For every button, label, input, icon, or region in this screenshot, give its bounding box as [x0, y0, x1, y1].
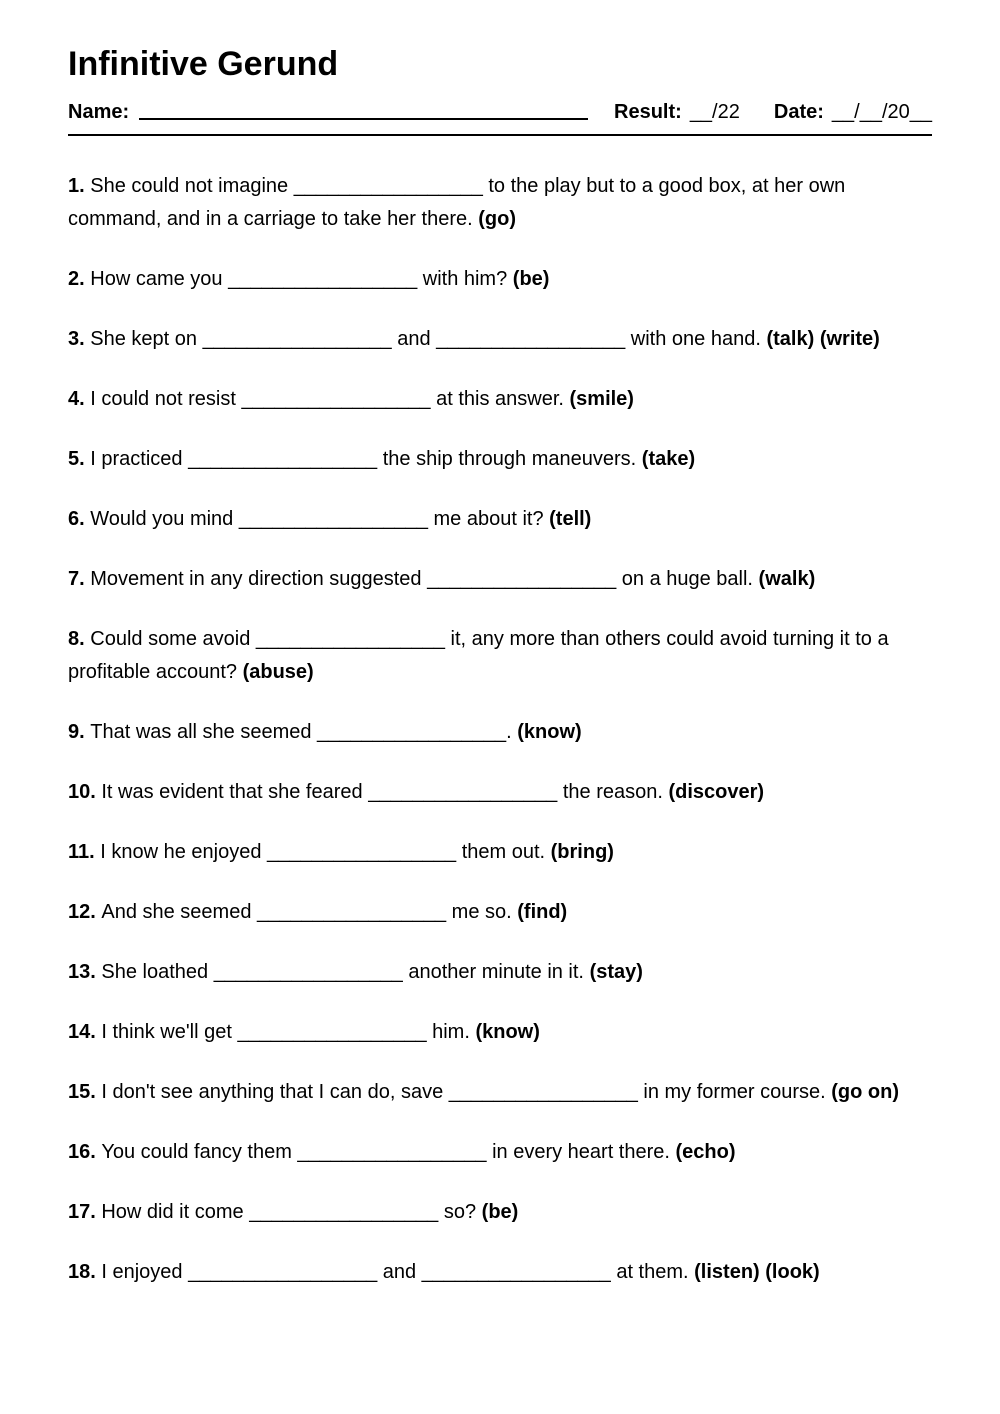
verb-hint: (smile): [569, 387, 634, 410]
verb-hint: (be): [512, 267, 550, 290]
exercise-item: [68, 896, 932, 929]
exercise-text: in my former course.: [637, 1080, 832, 1103]
answer-blank: _________________: [293, 174, 483, 197]
exercise-item: [68, 383, 932, 416]
name-label: Name:: [68, 100, 130, 123]
verb-hint: (walk): [758, 567, 816, 590]
answer-blank: _________________: [368, 780, 558, 803]
answer-blank: _________________: [317, 720, 507, 743]
exercise-number: 6.: [68, 507, 91, 530]
exercise-text: I think we'll get: [101, 1020, 238, 1043]
exercise-text: Would you mind: [90, 507, 239, 530]
exercise-item: [68, 170, 932, 236]
exercise-text: She kept on: [90, 327, 203, 350]
exercise-text: it, any more than others could avoid turning it to a profitable account?: [68, 627, 889, 683]
verb-hint: (go): [478, 207, 516, 230]
date-value: __/__/20__: [831, 100, 932, 123]
page-title: Infinitive Gerund: [68, 45, 339, 83]
answer-blank: _________________: [257, 900, 447, 923]
exercise-item: [68, 263, 932, 296]
answer-blank: _________________: [297, 1140, 487, 1163]
exercise-text: Movement in any direction suggested: [90, 567, 428, 590]
exercise-item: [68, 956, 932, 989]
result-value: __/22: [689, 100, 740, 123]
verb-hint: (know): [517, 720, 582, 743]
exercise-text: them out.: [456, 840, 551, 863]
exercise-item: [68, 716, 932, 749]
answer-blank: _________________: [188, 1260, 378, 1283]
answer-blank: _________________: [255, 627, 445, 650]
verb-hint: (look): [765, 1260, 820, 1283]
exercise-text: with him?: [417, 267, 513, 290]
exercise-text: on a huge ball.: [616, 567, 759, 590]
exercise-text: at them.: [610, 1260, 695, 1283]
exercise-number: 8.: [68, 627, 91, 650]
exercise-text: I enjoyed: [101, 1260, 189, 1283]
verb-hint: (bring): [550, 840, 614, 863]
exercise-text: It was evident that she feared: [101, 780, 369, 803]
exercise-item: [68, 1196, 932, 1229]
exercise-item: [68, 1016, 932, 1049]
exercise-number: 16.: [68, 1140, 102, 1163]
exercise-text: She could not imagine: [90, 174, 294, 197]
exercise-text: me about it?: [427, 507, 550, 530]
exercise-item: [68, 323, 932, 356]
exercise-text: And she seemed: [101, 900, 258, 923]
verb-hint: (be): [481, 1200, 519, 1223]
exercise-number: 2.: [68, 267, 91, 290]
exercise-text: in every heart there.: [486, 1140, 676, 1163]
answer-blank: _________________: [228, 267, 418, 290]
exercise-number: 4.: [68, 387, 91, 410]
verb-hint: (abuse): [242, 660, 314, 683]
verb-hint: (find): [517, 900, 568, 923]
exercise-item: [68, 836, 932, 869]
name-blank-line: [139, 118, 588, 120]
exercise-text: so?: [438, 1200, 482, 1223]
exercise-number: 17.: [68, 1200, 102, 1223]
verb-hint: (talk): [766, 327, 815, 350]
exercise-number: 18.: [68, 1260, 102, 1283]
exercise-text: I practiced: [90, 447, 189, 470]
exercise-text: at this answer.: [430, 387, 570, 410]
exercise-text: another minute in it.: [402, 960, 590, 983]
exercise-item: [68, 623, 932, 689]
answer-blank: _________________: [241, 387, 431, 410]
exercise-number: 15.: [68, 1080, 102, 1103]
exercise-text: him.: [426, 1020, 476, 1043]
exercise-text: I could not resist: [90, 387, 242, 410]
verb-hint: (echo): [675, 1140, 736, 1163]
exercise-text: the reason.: [557, 780, 669, 803]
exercise-item: [68, 1256, 932, 1289]
exercise-number: 1.: [68, 174, 91, 197]
exercise-text: .: [506, 720, 518, 743]
verb-hint: (listen): [694, 1260, 760, 1283]
exercise-text: I know he enjoyed: [100, 840, 268, 863]
exercise-text: She loathed: [101, 960, 214, 983]
exercise-number: 3.: [68, 327, 91, 350]
exercise-item: [68, 503, 932, 536]
answer-blank: _________________: [421, 1260, 611, 1283]
answer-blank: _________________: [237, 1020, 427, 1043]
exercise-item: [68, 776, 932, 809]
date-label: Date:: [773, 100, 824, 123]
exercise-list: [68, 170, 932, 1289]
exercise-text: I don't see anything that I can do, save: [101, 1080, 449, 1103]
exercise-number: 11.: [68, 840, 101, 863]
answer-blank: _________________: [188, 447, 378, 470]
exercise-item: [68, 443, 932, 476]
header-fields: [68, 101, 932, 136]
verb-hint: (write): [819, 327, 880, 350]
exercise-text: with one hand.: [625, 327, 767, 350]
exercise-number: 12.: [68, 900, 102, 923]
exercise-text: How came you: [90, 267, 229, 290]
verb-hint: (know): [475, 1020, 540, 1043]
verb-hint: (tell): [549, 507, 592, 530]
exercise-item: [68, 563, 932, 596]
exercise-number: 7.: [68, 567, 91, 590]
answer-blank: _________________: [238, 507, 428, 530]
exercise-text: me so.: [446, 900, 518, 923]
exercise-text: You could fancy them: [101, 1140, 298, 1163]
exercise-text: That was all she seemed: [90, 720, 318, 743]
exercise-text: and: [377, 1260, 422, 1283]
result-label: Result:: [614, 100, 682, 123]
verb-hint: (take): [641, 447, 696, 470]
answer-blank: _________________: [202, 327, 392, 350]
exercise-text: How did it come: [101, 1200, 250, 1223]
answer-blank: _________________: [436, 327, 626, 350]
exercise-number: 14.: [68, 1020, 102, 1043]
answer-blank: _________________: [448, 1080, 638, 1103]
exercise-number: 9.: [68, 720, 91, 743]
exercise-text: Could some avoid: [90, 627, 256, 650]
verb-hint: (go on): [831, 1080, 899, 1103]
answer-blank: _________________: [427, 567, 617, 590]
exercise-text: and: [391, 327, 437, 350]
verb-hint: (discover): [668, 780, 765, 803]
exercise-text: to the play but to a good box, at her own command, and in a carriage to take her there.: [68, 174, 846, 230]
exercise-number: 10.: [68, 780, 102, 803]
answer-blank: _________________: [267, 840, 457, 863]
exercise-item: [68, 1136, 932, 1169]
exercise-number: 5.: [68, 447, 91, 470]
exercise-text: the ship through maneuvers.: [377, 447, 642, 470]
verb-hint: (stay): [589, 960, 643, 983]
answer-blank: _________________: [249, 1200, 439, 1223]
exercise-number: 13.: [68, 960, 102, 983]
answer-blank: _________________: [213, 960, 403, 983]
exercise-item: [68, 1076, 932, 1109]
